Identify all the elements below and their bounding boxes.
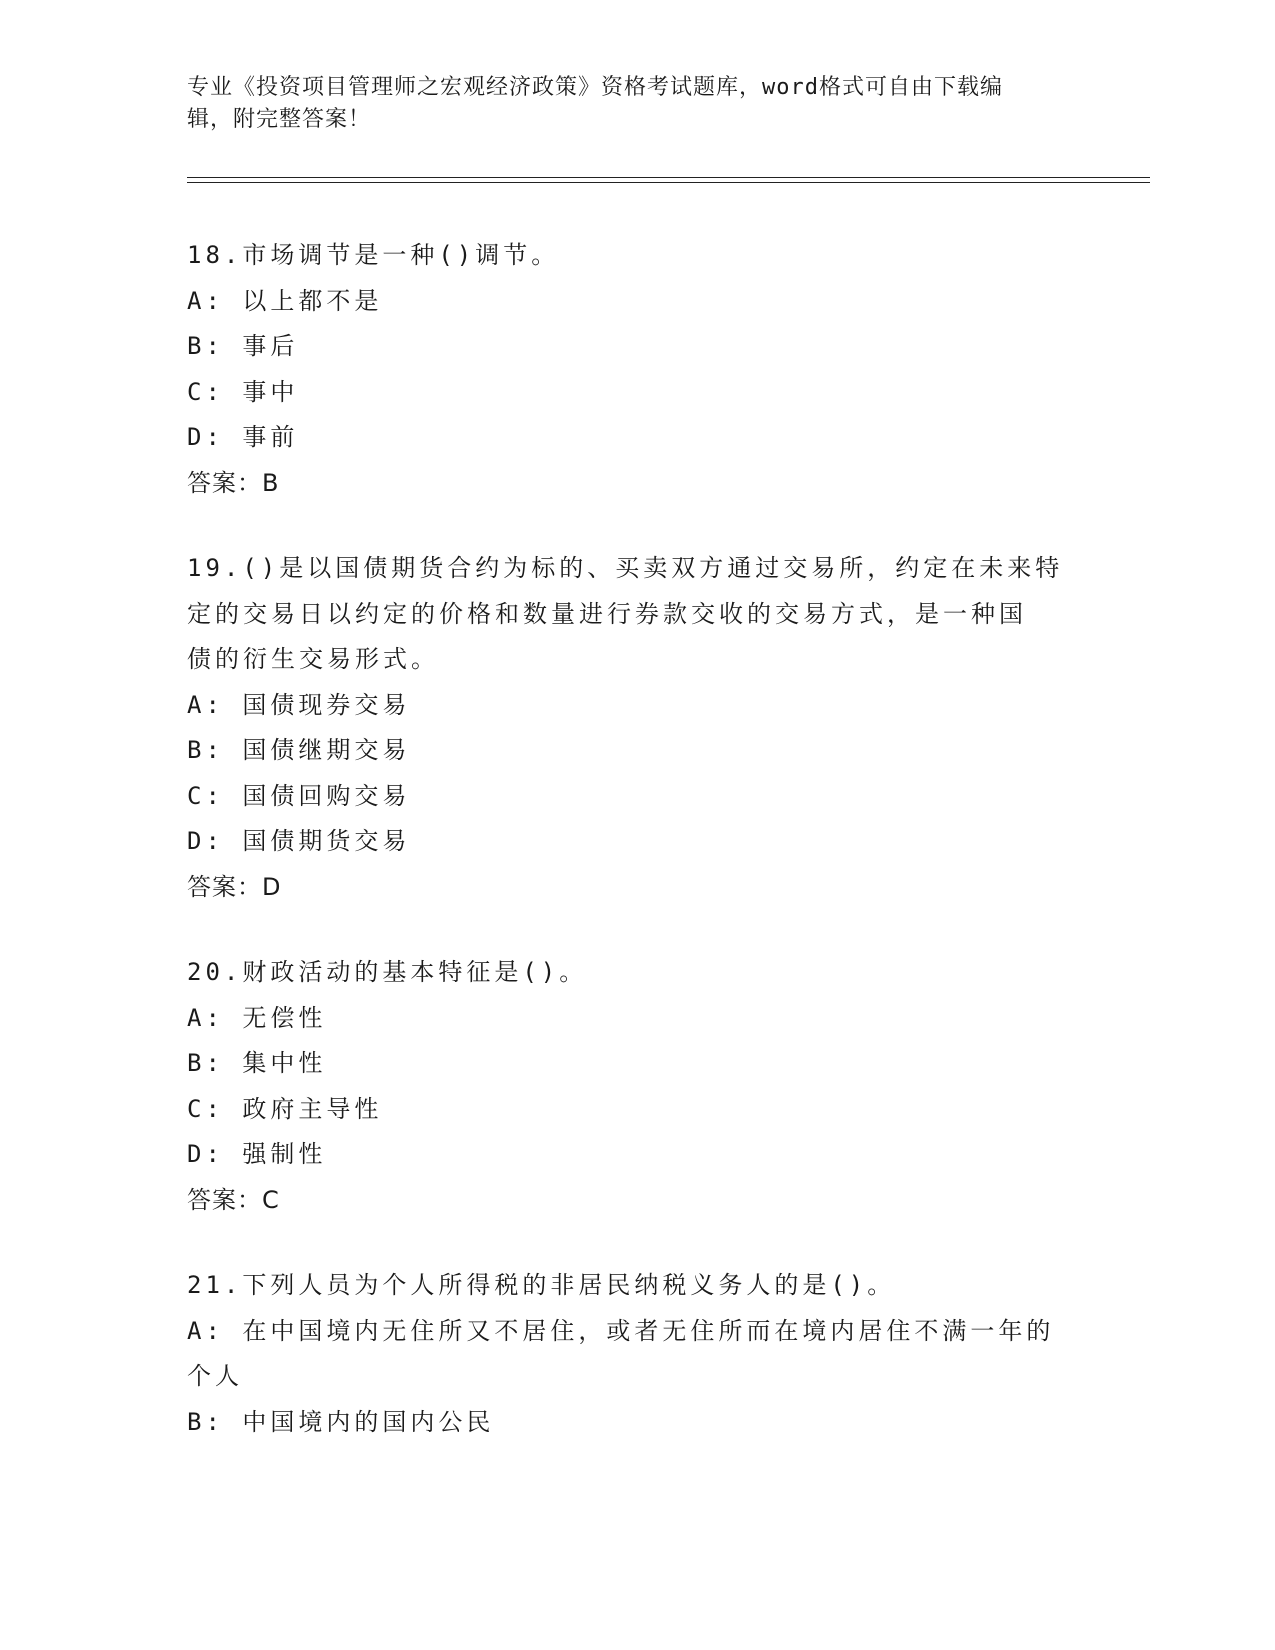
option-text: 国债期货交易 bbox=[242, 827, 411, 855]
option-text: 以上都不是 bbox=[242, 286, 383, 315]
answer: 答案：C bbox=[187, 1185, 280, 1214]
option-text: 在中国境内无住所又不居住，或者无住所而在境内居住不满一年的 bbox=[242, 1316, 1055, 1345]
option-text: 事前 bbox=[242, 423, 299, 451]
option-label: B: bbox=[187, 1407, 224, 1436]
option-text: 国债回购交易 bbox=[242, 781, 411, 810]
option-label: C: bbox=[187, 377, 224, 406]
document-header bbox=[187, 72, 1087, 136]
option-text: 事后 bbox=[242, 332, 299, 360]
answer: 答案：B bbox=[187, 468, 280, 497]
option-text: 无偿性 bbox=[242, 1003, 327, 1032]
option-label: B: bbox=[187, 1049, 224, 1077]
header-divider-top bbox=[187, 177, 1150, 178]
option-c bbox=[187, 774, 1087, 820]
option-text: 强制性 bbox=[242, 1140, 327, 1168]
option-b bbox=[187, 1041, 1087, 1087]
option-b bbox=[187, 1400, 1087, 1446]
option-a bbox=[187, 996, 1087, 1042]
question-21 bbox=[187, 1263, 1087, 1445]
option-label: A: bbox=[187, 286, 224, 315]
question-18 bbox=[187, 233, 1087, 506]
option-label: D: bbox=[187, 827, 224, 855]
option-b bbox=[187, 324, 1087, 370]
option-a bbox=[187, 683, 1087, 729]
question-stem-line-1: 19.()是以国债期货合约为标的、买卖双方通过交易所，约定在未来特 bbox=[187, 554, 1064, 582]
option-d bbox=[187, 1132, 1087, 1178]
header-divider-bottom bbox=[187, 182, 1150, 183]
question-stem: 20.财政活动的基本特征是()。 bbox=[187, 958, 588, 986]
option-text: 政府主导性 bbox=[242, 1094, 383, 1123]
option-label: A: bbox=[187, 1316, 224, 1345]
header-line-1: 专业《投资项目管理师之宏观经济政策》资格考试题库，word格式可自由下载编 bbox=[187, 75, 1003, 100]
option-label: C: bbox=[187, 781, 224, 810]
option-text: 国债现券交易 bbox=[242, 690, 411, 719]
option-label: D: bbox=[187, 1140, 224, 1168]
option-a bbox=[187, 1309, 1087, 1355]
question-20 bbox=[187, 950, 1087, 1223]
option-d bbox=[187, 819, 1087, 865]
option-label: C: bbox=[187, 1094, 224, 1123]
option-text: 中国境内的国内公民 bbox=[242, 1407, 495, 1436]
question-19 bbox=[187, 546, 1087, 910]
question-stem-line-3: 债的衍生交易形式。 bbox=[187, 645, 439, 673]
option-label: B: bbox=[187, 736, 224, 764]
option-text: 集中性 bbox=[242, 1049, 327, 1077]
option-text: 国债继期交易 bbox=[242, 736, 411, 764]
answer: 答案：D bbox=[187, 872, 282, 901]
question-stem-line-2: 定的交易日以约定的价格和数量进行券款交收的交易方式，是一种国 bbox=[187, 599, 1027, 628]
option-d bbox=[187, 415, 1087, 461]
option-label: D: bbox=[187, 423, 224, 451]
option-a bbox=[187, 279, 1087, 325]
header-line-2: 辑，附完整答案！ bbox=[187, 107, 372, 132]
option-label: A: bbox=[187, 690, 224, 719]
option-label: A: bbox=[187, 1003, 224, 1032]
question-list bbox=[187, 233, 1087, 1485]
option-a-continued: 个人 bbox=[187, 1362, 243, 1390]
option-b bbox=[187, 728, 1087, 774]
question-stem: 18.市场调节是一种()调节。 bbox=[187, 241, 560, 269]
option-c bbox=[187, 1087, 1087, 1133]
option-c bbox=[187, 370, 1087, 416]
question-stem: 21.下列人员为个人所得税的非居民纳税义务人的是()。 bbox=[187, 1271, 896, 1299]
option-text: 事中 bbox=[242, 377, 299, 406]
option-label: B: bbox=[187, 332, 224, 360]
